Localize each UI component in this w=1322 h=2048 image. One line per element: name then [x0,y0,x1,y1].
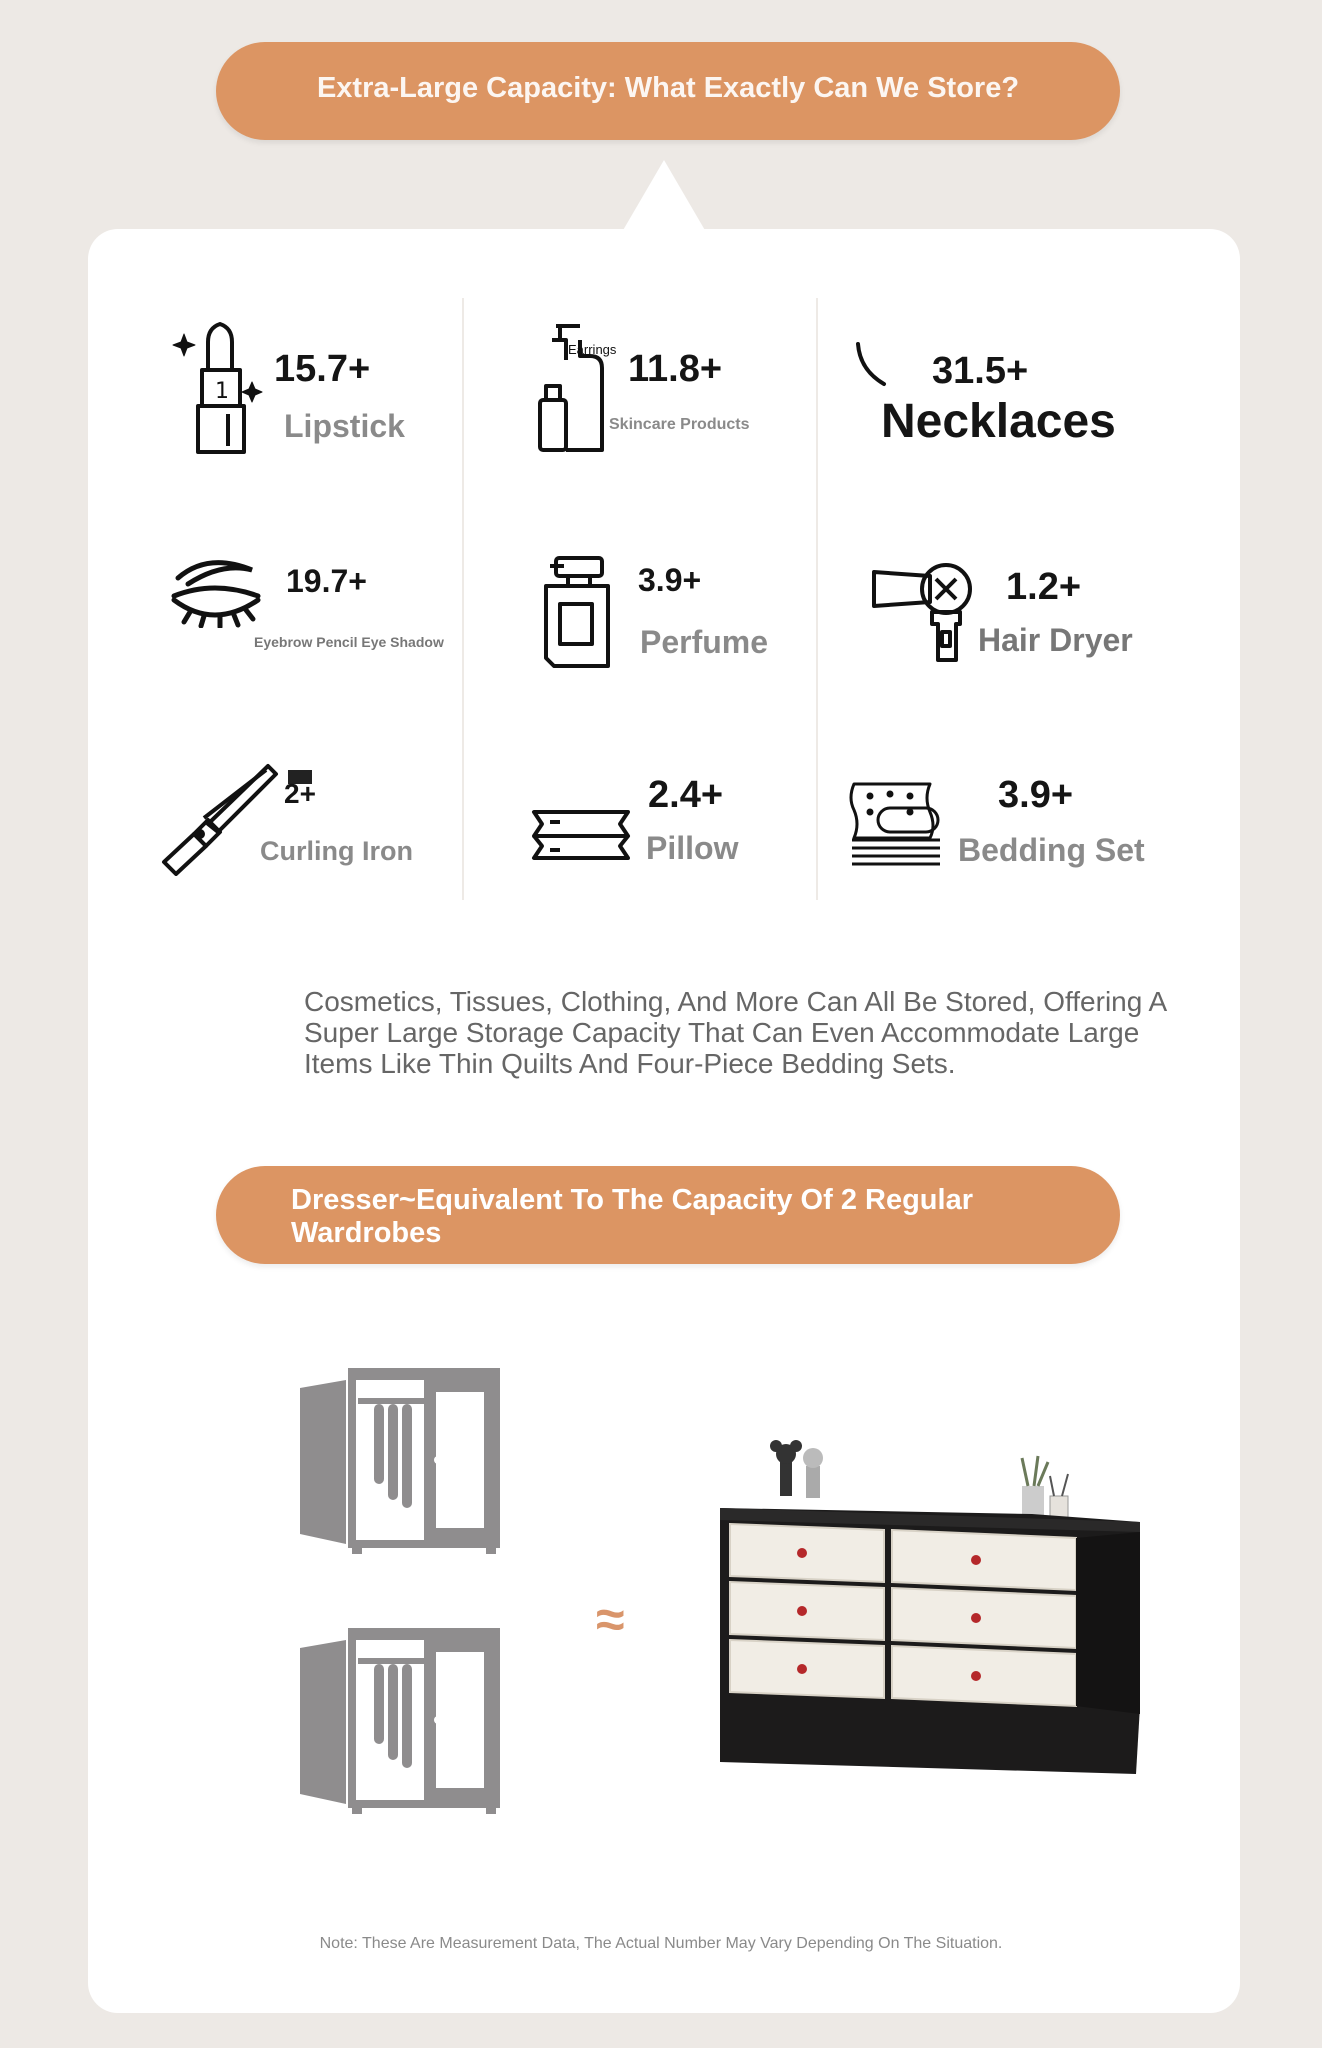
item-quantity: 15.7+ [274,348,371,390]
wardrobe-icon [300,1628,500,1814]
perfume-icon [540,552,614,670]
eye-icon [168,556,264,628]
hair-dryer-icon [870,560,976,666]
pillow-icon [526,804,636,866]
item-quantity: 3.9+ [638,562,702,598]
banner-pointer [622,160,706,232]
header-banner [216,42,1120,140]
wardrobe-icon [300,1368,500,1554]
item-quantity: 11.8+ [628,348,723,390]
column-divider [816,298,818,900]
comparison-title: Dresser~Equivalent To The Capacity Of 2 Regular Wardrobes [291,1184,973,1249]
item-label: Eyebrow Pencil Eye Shadow [254,634,444,650]
item-label: Necklaces [881,395,1116,448]
comparison-banner [216,1166,1120,1264]
item-label: Hair Dryer [978,622,1133,658]
item-tag: Earrings [568,342,617,357]
necklace-icon [854,340,890,388]
lipstick-icon [170,322,266,456]
item-quantity: 2+ [284,778,316,809]
item-quantity: 2.4+ [648,774,724,816]
item-label: Curling Iron [260,836,413,866]
item-quantity: 3.9+ [998,774,1074,816]
item-label: Bedding Set [958,832,1145,868]
bedding-icon [848,778,942,870]
approx-symbol: ≈ [596,1591,625,1649]
item-label: Lipstick [284,408,405,444]
column-divider [462,298,464,900]
item-label: Skincare Products [609,416,750,433]
item-quantity: 19.7+ [286,563,367,599]
item-quantity: 31.5+ [932,350,1029,392]
item-quantity: 1.2+ [1006,566,1082,608]
item-label: Perfume [640,624,769,660]
dresser-image [716,1436,1146,1776]
footnote: Note: These Are Measurement Data, The Actual Number May Vary Depending On The Situation. [319,1935,1003,1952]
page-title: Extra-Large Capacity: What Exactly Can We Store? [316,72,1020,104]
item-label: Pillow [646,830,739,866]
description-text: Cosmetics, Tissues, Clothing, And More Can All Be Stored, Offering A Super Large Storage Capacity That Can Even Accommodate Large Items Like Thin Quilts And Four-Piece Bedding Sets. [304,986,1166,1079]
svg-text:1: 1 [215,379,229,404]
